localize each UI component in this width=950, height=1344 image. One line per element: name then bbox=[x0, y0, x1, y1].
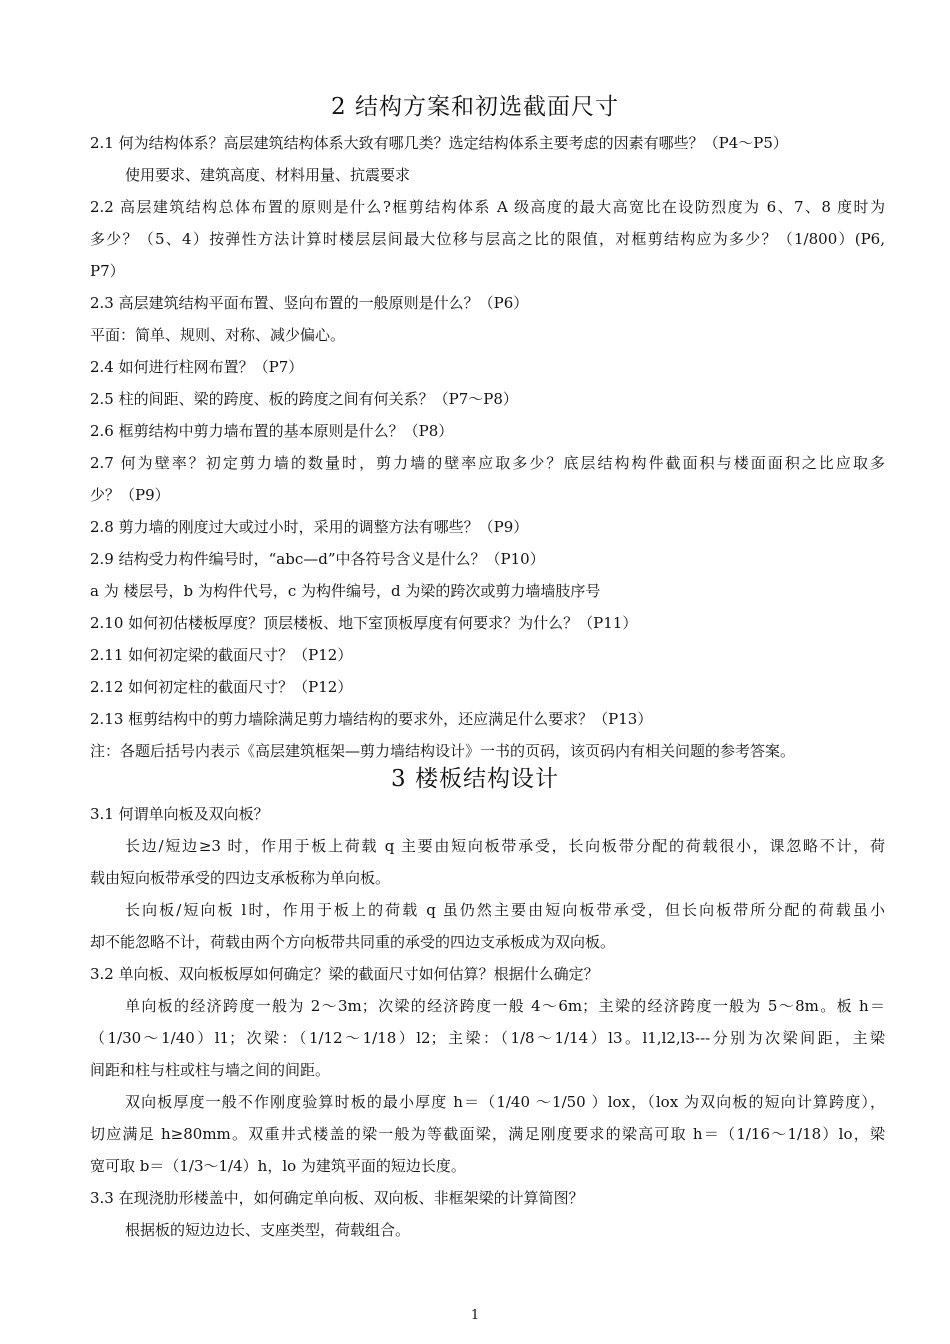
answer-3-2-p2-line-1: 双向板厚度一般不作刚度验算时板的最小厚度 h＝（1/40 ～1/50 ）lox，（lox 为双向板的短向计算跨度）， bbox=[125, 1093, 885, 1111]
question-2-7-line-1: 2.7 何为壁率？初定剪力墙的数量时，剪力墙的壁率应取多少？底层结构构件截面积与楼面面积之比应取多 bbox=[90, 454, 885, 472]
answer-2-3: 平面：简单、规则、对称、减少偏心。 bbox=[90, 326, 346, 344]
answer-3-1-p1-line-2: 载由短向板带承受的四边支承板称为单向板。 bbox=[90, 869, 391, 887]
question-2-9: 2.9 结构受力构件编号时，“abc—d”中各符号含义是什么？（P10） bbox=[90, 550, 545, 568]
answer-3-1-p1-line-1: 长边/短边≥3 时，作用于板上荷载 q 主要由短向板带承受，长向板带分配的荷载很小，课忽略不计，荷 bbox=[125, 837, 885, 855]
section-2-note: 注：各题后括号内表示《高层建筑框架—剪力墙结构设计》一书的页码，该页码内有相关问题的参考答案。 bbox=[90, 742, 796, 760]
question-3-3: 3.3 在现浇肋形楼盖中，如何确定单向板、双向板、非框架梁的计算简图？ bbox=[90, 1189, 584, 1207]
answer-3-2-p1-line-3: 间距和柱与柱或柱与墙之间的间距。 bbox=[90, 1061, 331, 1079]
section-2-title: 2 结构方案和初选截面尺寸 bbox=[331, 94, 619, 120]
answer-2-9: a 为 楼层号，b 为构件代号，c 为构件编号，d 为梁的跨次或剪力墙墙肢序号 bbox=[90, 582, 601, 600]
question-2-11: 2.11 如何初定梁的截面尺寸？（P12） bbox=[90, 646, 353, 664]
answer-2-1: 使用要求、建筑高度、材料用量、抗震要求 bbox=[125, 166, 411, 184]
question-2-2-line-1: 2.2 高层建筑结构总体布置的原则是什么?框剪结构体系 A 级高度的最大高宽比在设防烈度为 6、7、8 度时为 bbox=[90, 198, 885, 216]
question-2-12: 2.12 如何初定柱的截面尺寸？（P12） bbox=[90, 678, 353, 696]
question-2-4: 2.4 如何进行柱网布置？（P7） bbox=[90, 358, 304, 376]
question-2-5: 2.5 柱的间距、梁的跨度、板的跨度之间有何关系？（P7～P8） bbox=[90, 390, 518, 408]
question-3-2: 3.2 单向板、双向板板厚如何确定？梁的截面尺寸如何估算？根据什么确定？ bbox=[90, 965, 599, 983]
question-2-6: 2.6 框剪结构中剪力墙布置的基本原则是什么？（P8） bbox=[90, 422, 454, 440]
page-number: 1 bbox=[470, 1308, 480, 1323]
answer-3-2-p1-line-1: 单向板的经济跨度一般为 2～3m；次梁的经济跨度一般 4～6m；主梁的经济跨度一般为 5～8m。板 h＝ bbox=[125, 997, 885, 1015]
question-2-8: 2.8 剪力墙的刚度过大或过小时，采用的调整方法有哪些？（P9） bbox=[90, 518, 529, 536]
section-3-title: 3 楼板结构设计 bbox=[391, 766, 559, 792]
answer-3-1-p2-line-2: 却不能忽略不计，荷载由两个方向板带共同重的承受的四边支承板成为双向板。 bbox=[90, 933, 616, 951]
question-2-7-line-2: 少？（P9） bbox=[90, 486, 170, 504]
answer-3-1-p2-line-1: 长向板/短向板 l时，作用于板上的荷载 q 虽仍然主要由短向板带承受，但长向板带所分配的荷载虽小 bbox=[125, 901, 885, 919]
question-2-13: 2.13 框剪结构中的剪力墙除满足剪力墙结构的要求外，还应满足什么要求？（P13） bbox=[90, 710, 653, 728]
question-2-1: 2.1 何为结构体系？高层建筑结构体系大致有哪几类？选定结构体系主要考虑的因素有哪些？（P4～P5） bbox=[90, 134, 788, 152]
answer-3-2-p2-line-3: 宽可取 b＝（1/3～1/4）h，lo 为建筑平面的短边长度。 bbox=[90, 1157, 466, 1175]
question-2-10: 2.10 如何初估楼板厚度？顶层楼板、地下室顶板厚度有何要求？为什么？（P11） bbox=[90, 614, 638, 632]
answer-3-3: 根据板的短边边长、支座类型，荷载组合。 bbox=[125, 1221, 411, 1239]
answer-3-2-p1-line-2: （1/30～1/40）l1；次梁：（1/12～1/18）l2；主梁：（1/8～1/14）l3。l1,l2,l3---分别为次梁间距，主梁 bbox=[90, 1029, 885, 1047]
answer-3-2-p2-line-2: 切应满足 h≥80mm。双重井式楼盖的梁一般为等截面梁，满足刚度要求的梁高可取 h＝（1/16～1/18）lo，梁 bbox=[90, 1125, 885, 1143]
question-3-1: 3.1 何谓单向板及双向板？ bbox=[90, 805, 269, 823]
question-2-2-line-2: 多少？（5、4）按弹性方法计算时楼层层间最大位移与层高之比的限值，对框剪结构应为多少？（1/800）(P6, bbox=[90, 230, 885, 248]
question-2-2-line-3: P7） bbox=[90, 262, 125, 280]
question-2-3: 2.3 高层建筑结构平面布置、竖向布置的一般原则是什么？（P6） bbox=[90, 294, 529, 312]
